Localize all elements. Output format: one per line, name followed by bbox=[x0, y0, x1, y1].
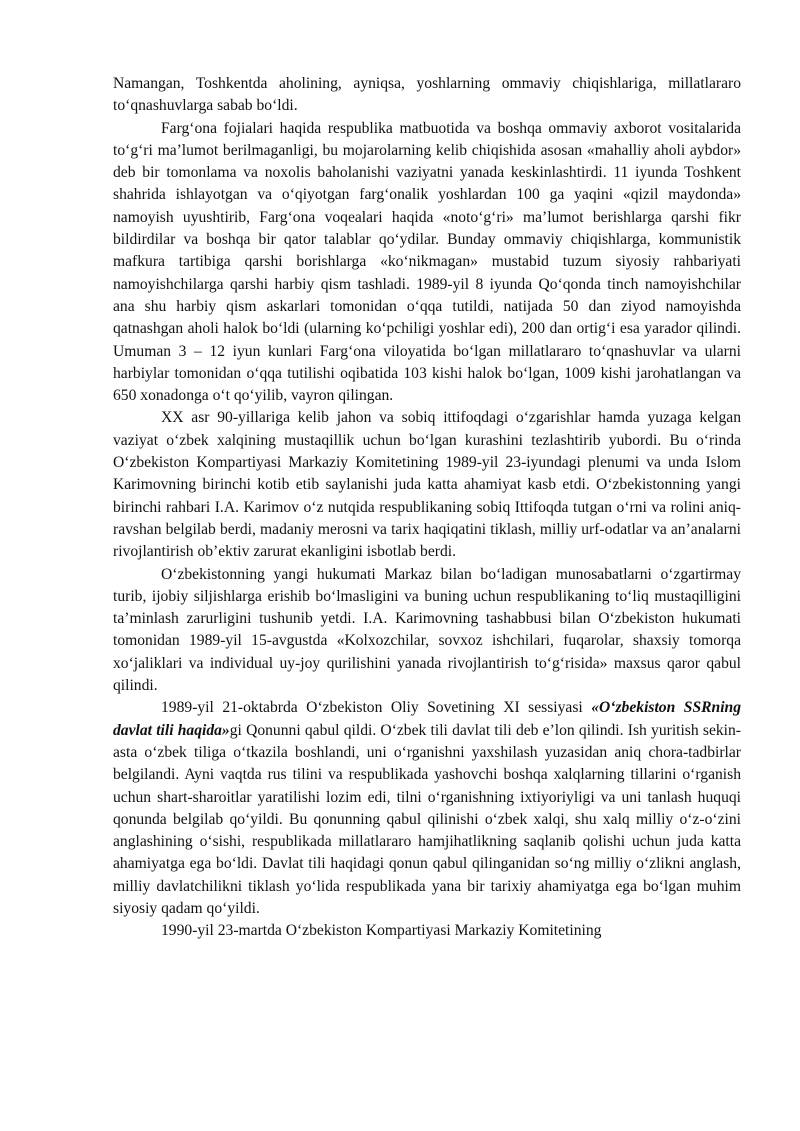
paragraph-2 bbox=[113, 118, 741, 408]
paragraph-text: XX asr 90-yillariga kelib jahon va sobiq ittifoqdagi o‘zgarishlar hamda yuzaga kelgan vaziyat o‘zbek xalqining mustaqillik uchun bo‘lgan kurashini tezlashtirib yubordi. Bu o‘rinda O‘zbekiston Kompartiyasi Markaziy Komitetining 1989-yil 23-iyundagi plenumi va unda Islom Karimovning birinchi kotib etib saylanishi juda katta ahamiyat kasb etdi. O‘zbekistonning yangi birinchi rahbari I.A. Karimov o‘z nutqida respublikaning sobiq Ittifoqda tutgan o‘rni va rolini aniq-ravshan belgilab berdi, madaniy merosni va tarix haqiqatini tiklash, milliy urf-odatlar va an’analarni rivojlantirish ob’ektiv zarurat ekanligini isbotlab berdi. bbox=[113, 409, 741, 561]
paragraph-6 bbox=[113, 920, 741, 942]
paragraph-3 bbox=[113, 407, 741, 563]
paragraph-text: O‘zbekistonning yangi hukumati Markaz bilan bo‘ladigan munosabatlarni o‘zgartirmay turib, ijobiy siljishlarga erishib bo‘lmasligini va buning uchun respublikaning to‘liq mustaqilligini ta’minlash zarurligini tushunib yetdi. I.A. Karimovning tashabbusi bilan O‘zbekiston hukumati tomonidan 1989-yil 15-avgustda «Kolxozchilar, sovxoz ishchilari, fuqarolar, shaxsiy tomorqa xo‘jaliklari va individual uy-joy qurilishini yanada rivojlantirish to‘g‘risida» maxsus qaror qabul qilindi. bbox=[113, 565, 741, 695]
document-page bbox=[113, 73, 741, 943]
paragraph-4 bbox=[113, 564, 741, 698]
paragraph-text: Farg‘ona fojialari haqida respublika matbuotida va boshqa ommaviy axborot vositalarida to‘g‘ri ma’lumot berilmaganligi, bu mojarolarning kelib chiqishida asosan «mahalliy aholi aybdor» deb bir tomonlama va noxolis baholanishi vaziyatni yanada keskinlashtirdi. 11 iyunda Toshkent shahrida ishlayotgan va o‘qiyotgan farg‘onalik yoshlardan 100 ga yaqini «qizil maydonda» namoyish uyushtirib, Farg‘ona voqealari haqida «noto‘g‘ri» ma’lumot berishlarga qarshi fikr bildirdilar va boshqa bir qator talablar qo‘ydilar. Bunday ommaviy chiqishlarga, kommunistik mafkura tartibiga qarshi borishlarga «ko‘nikmagan» mustabid tuzum siyosiy rahbariyati namoyishchilarga qarshi harbiy qism tashladi. 1989-yil 8 iyunda Qo‘qonda tinch namoyishchilar ana shu harbiy qism askarlari tomonidan o‘qqa tutildi, natijada 50 dan ziyod namoyishda qatnashgan aholi halok bo‘ldi (ularning ko‘pchiligi yoshlar edi), 200 dan ortig‘i esa yarador qilindi. Umuman 3 – 12 iyun kunlari Farg‘ona viloyatida bo‘lgan millatlararo to‘qnashuvlar va ularni harbiylar tomonidan o‘qqa tutilishi oqibatida 103 kishi halok bo‘lgan, 1009 kishi jarohatlangan va 650 xonadonga o‘t qo‘yilib, vayron qilingan. bbox=[113, 119, 741, 405]
paragraph-1 bbox=[113, 73, 741, 118]
paragraph-text: 1990-yil 23-martda O‘zbekiston Kompartiyasi Markaziy Komitetining bbox=[161, 922, 602, 940]
paragraph-text: gi Qonunni qabul qildi. O‘zbek tili davlat tili deb e’lon qilindi. Ish yuritish sekin-asta o‘zbek tiliga o‘tkazila boshlandi, uni o‘rganishni yaxshilash yuzasidan aniq chora-tadbirlar belgilandi. Ayni vaqtda rus tilini va respublikada yashovchi boshqa xalqlarning tillarini o‘rganish uchun shart-sharoitlar yaratilishi lozim edi, tilni o‘rganishning ixtiyoriyligi va uni tanlash huquqi qonunda belgilab qo‘yildi. Bu qonunning qabul qilinishi o‘zbek xalqi, shu xalq milliy o‘z-o‘zini anglashining o‘sishi, respublikada millatlararo hamjihatlikning saqlanib qolishi uchun juda katta ahamiyatga ega bo‘ldi. Davlat tili haqidagi qonun qabul qilinganidan so‘ng milliy o‘zlikni anglash, milliy davlatchilikni tiklash yo‘lida respublikada yana bir tarixiy ahamiyatga ega bo‘lgan muhim siyosiy qadam qo‘yildi. bbox=[113, 721, 741, 917]
law-title-emphasis: «O‘zbekiston SSRning davlat tili haqida» bbox=[113, 699, 741, 739]
paragraph-5 bbox=[113, 697, 741, 920]
paragraph-text: Namangan, Toshkentda aholining, ayniqsa, yoshlarning ommaviy chiqishlariga, millatlararo to‘qnashuvlarga sabab bo‘ldi. bbox=[113, 75, 741, 115]
paragraph-text: 1989-yil 21-oktabrda O‘zbekiston Oliy Sovetining XI sessiyasi bbox=[161, 699, 592, 717]
